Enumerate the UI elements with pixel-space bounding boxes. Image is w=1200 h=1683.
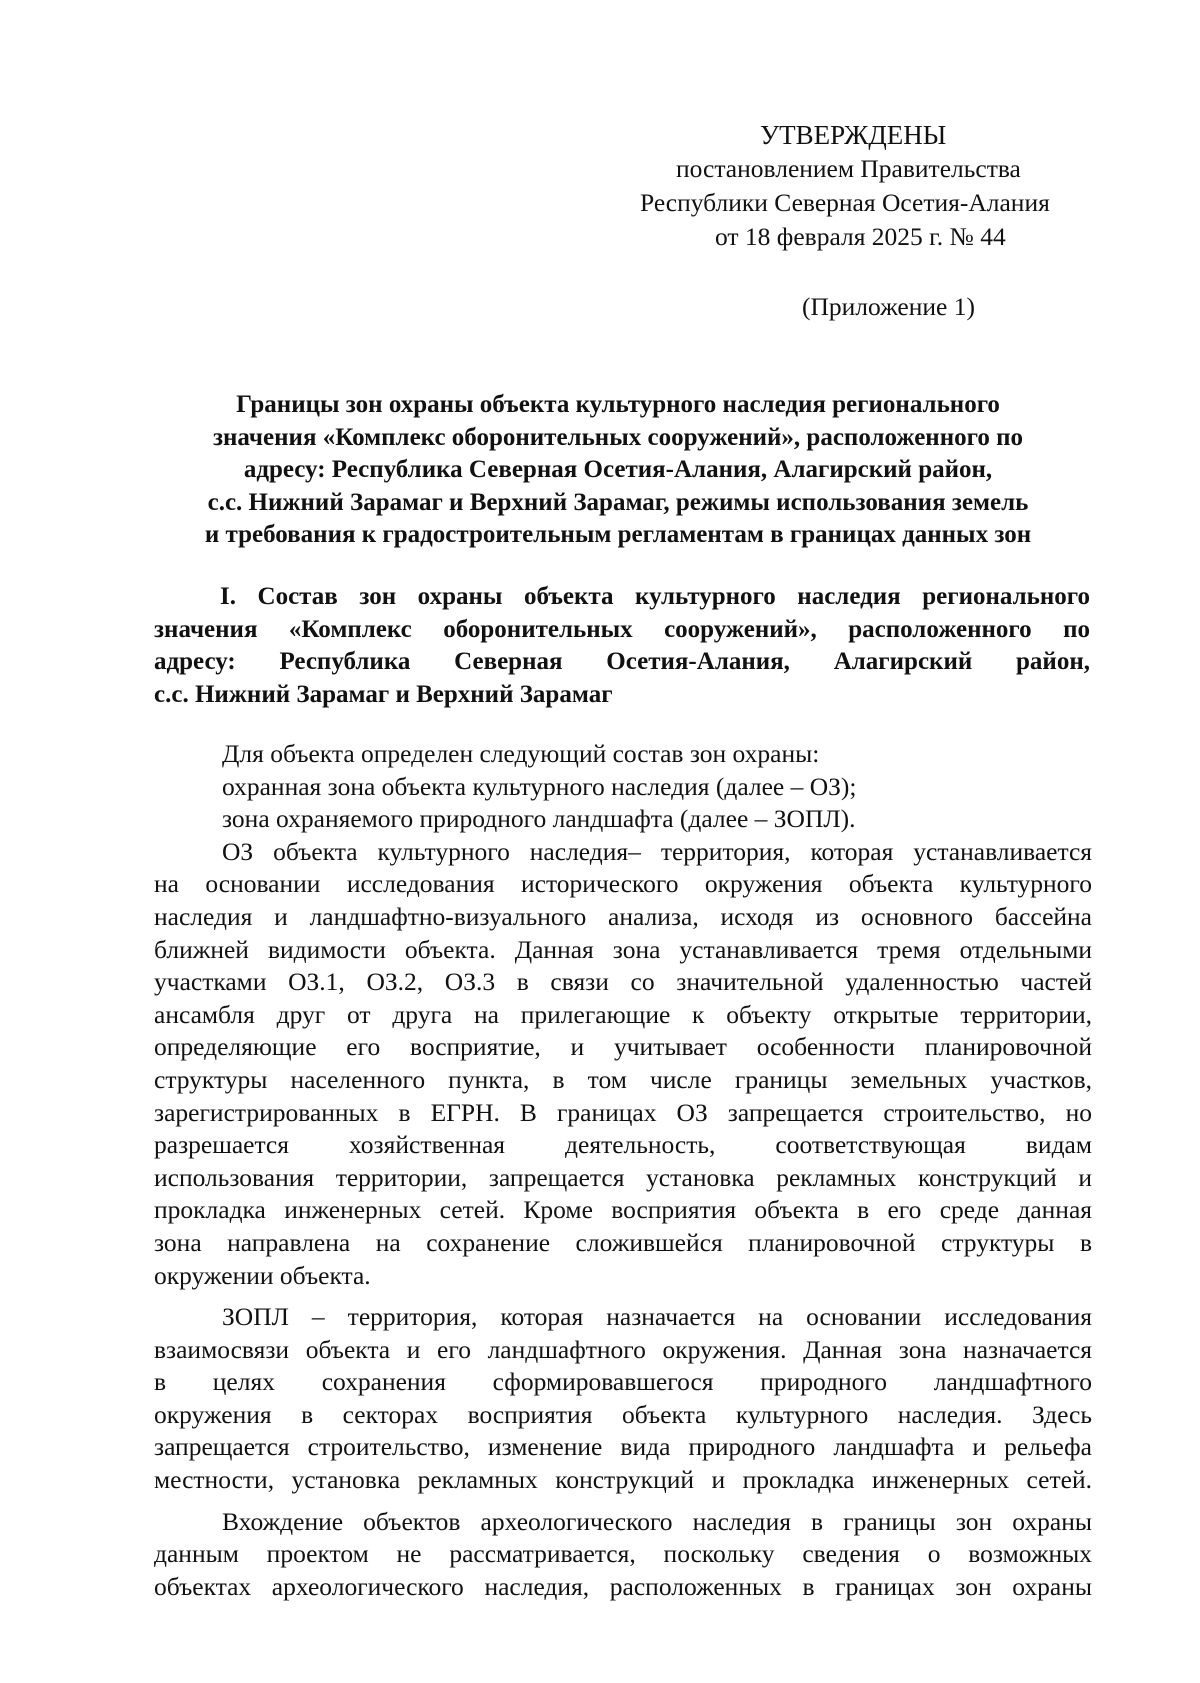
title-line: значения «Комплекс оборонительных сооружений», расположенного по	[212, 423, 1023, 451]
section-heading-line: значения «Комплекс оборонительных сооружений», расположенного по	[154, 615, 1090, 643]
body-line: ОЗ объекта культурного наследия– территория, которая устанавливается	[222, 836, 1092, 866]
body-line: местности, установка рекламных конструкций и прокладка инженерных сетей.	[154, 1465, 1092, 1495]
body-line: охранная зона объекта культурного наследия (далее – ОЗ);	[222, 771, 857, 801]
document-title	[148, 389, 1088, 552]
body-line: Вхождение объектов археологического наследия в границы зон охраны	[222, 1506, 1092, 1536]
body-line: зона направлена на сохранение сложившейся планировочной структуры в	[154, 1227, 1092, 1257]
body-line: окружения в секторах восприятия объекта культурного наследия. Здесь	[154, 1399, 1092, 1429]
body-line: ЗОПЛ – территория, которая назначается на основании исследования	[222, 1302, 1092, 1332]
body-line: запрещается строительство, изменение вида природного ландшафта и рельефа	[154, 1432, 1092, 1462]
body-line: участками ОЗ.1, ОЗ.2, ОЗ.3 в связи со значительной удаленностью частей	[154, 967, 1092, 997]
section-heading-line: I. Состав зон охраны объекта культурного наследия регионального	[220, 583, 1090, 610]
body-line: структуры населенного пункта, в том числе границы земельных участков,	[154, 1064, 1092, 1094]
body-line: использования территории, запрещается установка рекламных конструкций и	[154, 1162, 1092, 1192]
document-body	[154, 738, 1092, 1603]
body-line: окружении объекта.	[154, 1260, 371, 1290]
body-line: зона охраняемого природного ландшафта (далее – ЗОПЛ).	[222, 804, 856, 834]
title-line: с.с. Нижний Зарамаг и Верхний Зарамаг, режимы использования земель	[207, 488, 1029, 516]
body-line: ближней видимости объекта. Данная зона устанавливается тремя отдельными	[154, 934, 1092, 964]
body-line: Для объекта определен следующий состав зон охраны:	[222, 739, 820, 768]
approval-date-number: от 18 февраля 2025 г. № 44	[715, 222, 1006, 251]
body-line: зарегистрированных в ЕГРН. В границах ОЗ запрещается строительство, но	[154, 1097, 1092, 1127]
title-line: Границы зон охраны объекта культурного наследия регионального	[236, 391, 1000, 418]
body-line: в целях сохранения сформировавшегося природного ландшафтного	[154, 1367, 1092, 1397]
body-line: взаимосвязи объекта и его ландшафтного окружения. Данная зона назначается	[154, 1334, 1092, 1364]
title-line: адресу: Республика Северная Осетия-Алания, Алагирский район,	[243, 456, 993, 483]
body-line: наследия и ландшафтно-визуального анализа, исходя из основного бассейна	[154, 901, 1092, 931]
approval-block	[600, 118, 1100, 254]
title-line: и требования к градостроительным регламентам в границах данных зон	[204, 521, 1032, 548]
body-line: объектах археологического наследия, расположенных в границах зон охраны	[154, 1571, 1092, 1601]
body-line: прокладка инженерных сетей. Кроме восприятия объекта в его среде данная	[154, 1195, 1092, 1225]
section-heading-line: с.с. Нижний Зарамаг и Верхний Зарамаг	[154, 680, 613, 708]
body-line: разрешается хозяйственная деятельность, соответствующая видам	[154, 1130, 1092, 1160]
approval-heading: УТВЕРЖДЕНЫ	[760, 120, 947, 150]
body-line: определяющие его восприятие, и учитывает особенности планировочной	[154, 1032, 1092, 1062]
appendix-label: (Приложение 1)	[802, 292, 975, 321]
approval-government-line: Республики Северная Осетия-Алания	[640, 188, 1050, 217]
section-heading-line: адресу: Республика Северная Осетия-Алания, Алагирский район,	[154, 648, 1090, 675]
body-line: на основании исследования исторического окружения объекта культурного	[154, 869, 1092, 899]
body-line: ансамбля друг от друга на прилегающие к объекту открытые территории,	[154, 999, 1092, 1029]
approval-decree-line: постановлением Правительства	[676, 154, 1021, 183]
section-1-heading	[154, 581, 1090, 711]
body-line: данным проектом не рассматривается, поскольку сведения о возможных	[154, 1539, 1092, 1569]
